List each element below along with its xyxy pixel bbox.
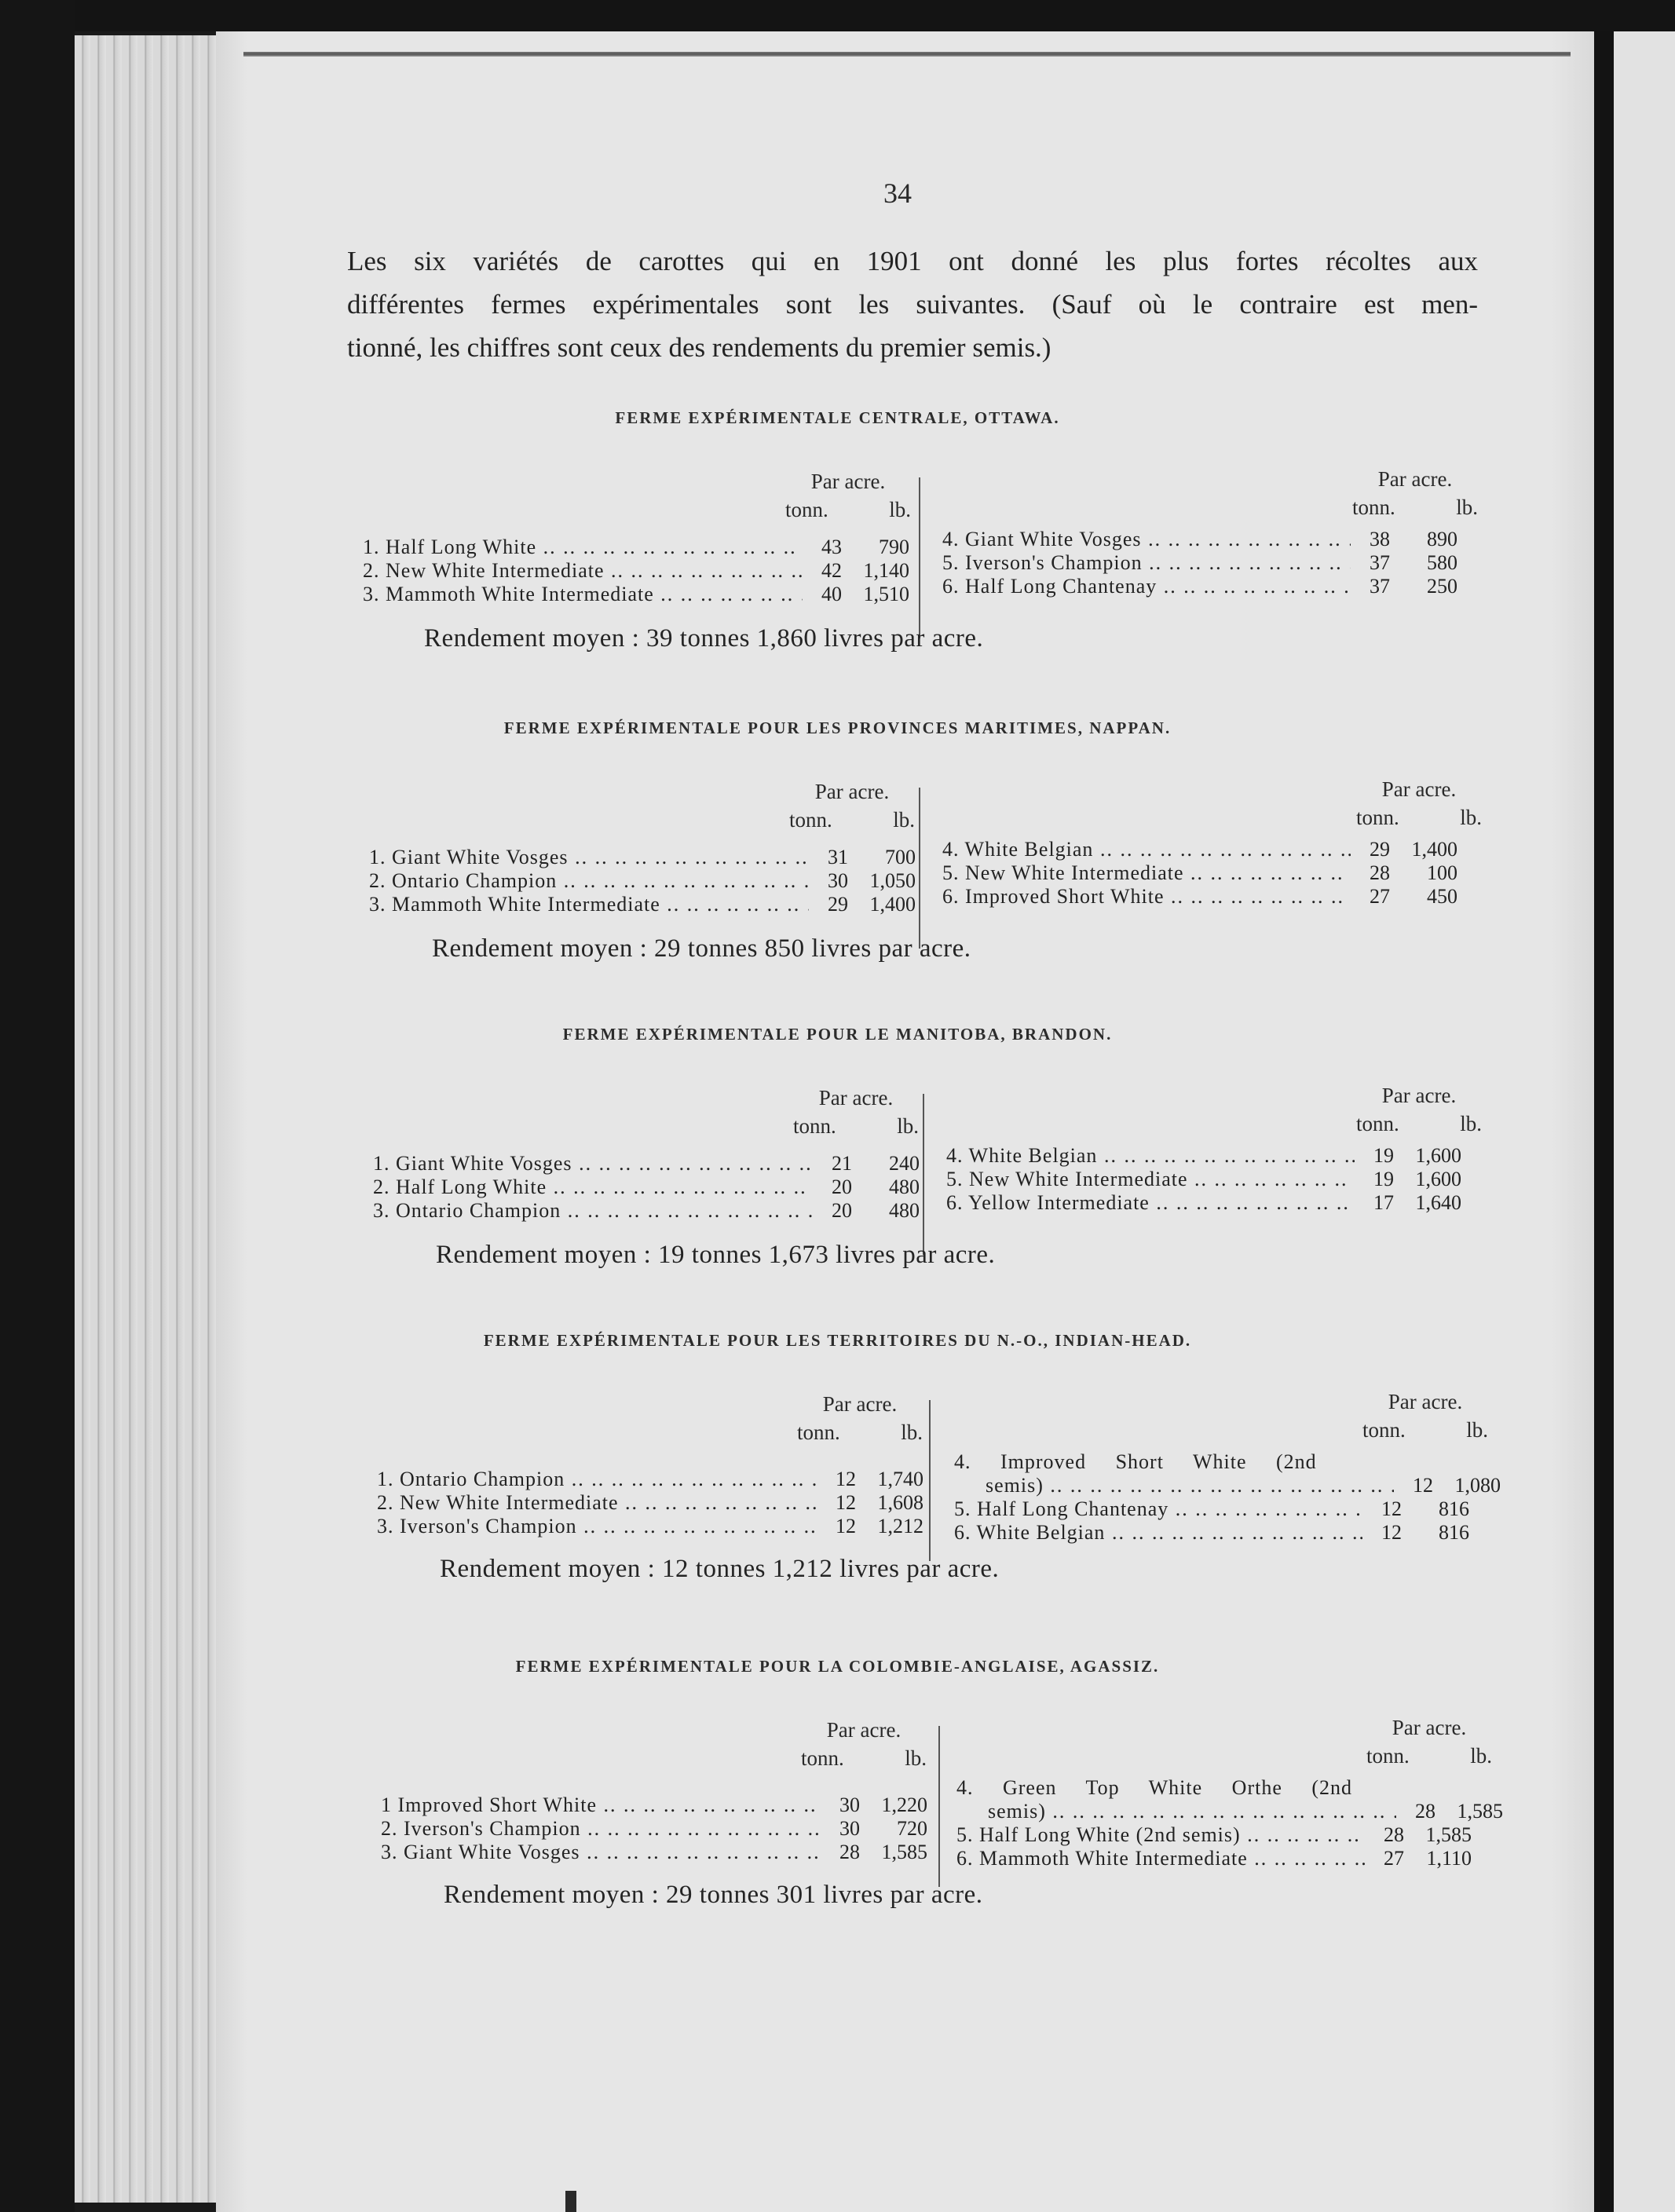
pounds-value: 1,740 [877,1468,923,1490]
pounds-value: 240 [889,1152,920,1175]
tonnes-value: 12 [836,1468,856,1490]
variety-name: 4. Green Top White Orthe (2nd [956,1776,1353,1799]
pounds-value: 1,600 [1415,1168,1461,1190]
pounds-value: 1,585 [1457,1800,1503,1823]
table-row [381,1817,927,1841]
intro-line: Les six variétés de carottes qui en 1901 ont donné les plus fortes récoltes aux [347,246,1478,276]
lb-label: lb. [897,1114,919,1138]
units-row [793,1112,919,1140]
section-heading: FERME EXPÉRIMENTALE POUR LE MANITOBA, BRANDON. [562,1025,1113,1044]
pounds-value: 1,640 [1415,1191,1461,1214]
column-divider [919,477,920,638]
tonnes-value: 29 [828,893,848,916]
tonnes-value: 19 [1373,1168,1394,1190]
variety-name: 5. Half Long White (2nd semis) .. .. [956,1823,1365,1847]
table-row [956,1847,1503,1870]
pounds-value: 100 [1427,861,1457,884]
pounds-value: 1,212 [877,1515,923,1537]
units-row [801,1744,927,1772]
tonn-label: tonn. [785,498,828,521]
average-yield: Rendement moyen : 39 tonnes 1,860 livres par acre. [424,624,984,653]
tonnes-value: 42 [821,559,842,582]
pounds-value: 250 [1427,575,1457,598]
table-row [954,1497,1501,1521]
pounds-value: 1,510 [863,583,909,605]
tonnes-value: 28 [839,1841,860,1863]
pounds-value: 1,585 [881,1841,927,1863]
farm-section [0,1657,1675,1971]
tonn-label: tonn. [801,1746,844,1770]
lb-label: lb. [1460,806,1482,829]
average-yield: Rendement moyen : 29 tonnes 850 livres par acre. [432,934,971,963]
variety-name: 1. Giant White Vosges .. .. [373,1152,813,1175]
tonn-label: tonn. [797,1420,840,1444]
table-row [373,1199,920,1223]
lb-label: lb. [1460,1112,1482,1135]
intro-line: différentes fermes expérimentales sont les suivantes. (Sauf où le contraire est men- [347,289,1478,320]
variety-name: 2. Half Long White .. .. [373,1175,813,1199]
variety-list [377,1468,923,1538]
variety-name: 2. New White Intermediate .. .. [377,1491,817,1515]
tonnes-value: 27 [1384,1847,1404,1870]
lb-label: lb. [1466,1418,1488,1442]
section-heading: FERME EXPÉRIMENTALE POUR LES TERRITOIRES DU N.-O., INDIAN-HEAD. [483,1331,1192,1350]
units-row [785,495,911,524]
page-number: 34 [883,177,912,209]
table-row [369,869,916,893]
tonnes-value: 30 [839,1793,860,1816]
intro-paragraph [347,239,1478,369]
units-header [1356,775,1482,832]
par-acre-label: Par acre. [810,470,886,493]
variety-name: 1 Improved Short White .. .. [381,1793,821,1817]
scan-top-border [0,0,1675,31]
table-row [373,1175,920,1199]
table-row [946,1168,1461,1191]
variety-name-continued: semis) .. .. [954,1474,1394,1497]
table-row [363,583,909,606]
variety-list [942,528,1457,598]
pounds-value: 816 [1439,1521,1469,1544]
tonnes-value: 40 [821,583,842,605]
tonnes-value: 29 [1370,838,1390,861]
pounds-value: 1,050 [869,869,916,892]
par-acre-label: Par acre. [826,1718,902,1742]
pounds-value: 700 [885,846,916,868]
tonnes-value: 17 [1373,1191,1394,1214]
pounds-value: 1,600 [1415,1144,1461,1167]
units-row [789,806,915,834]
par-acre-label: Par acre. [1392,1716,1467,1739]
column-divider [923,1094,924,1255]
lb-label: lb. [1456,495,1478,519]
table-row [381,1793,927,1817]
variety-name: 4. White Belgian .. .. [946,1144,1355,1168]
intro-line: tionné, les chiffres sont ceux des rendements du premier semis.) [347,332,1051,363]
table-row [946,1191,1461,1215]
table-row [373,1152,920,1175]
variety-name: 1. Half Long White .. .. [363,536,803,559]
pounds-value: 816 [1439,1497,1469,1520]
par-acre-label: Par acre. [814,780,890,803]
variety-name: 4. White Belgian .. .. [942,838,1351,861]
lb-label: lb. [893,808,915,832]
variety-name: 2. Ontario Champion .. .. [369,869,809,893]
tonnes-value: 37 [1370,575,1390,598]
pounds-value: 1,608 [877,1491,923,1514]
table-row [377,1515,923,1538]
tonn-label: tonn. [1356,1112,1399,1135]
column-divider [919,788,920,949]
column-divider [929,1400,931,1561]
variety-name: 2. New White Intermediate .. .. [363,559,803,583]
pounds-value: 1,220 [881,1793,927,1816]
variety-name: 5. New White Intermediate .. .. [942,861,1351,885]
variety-name: 6. Mammoth White Intermediate .. .. [956,1847,1365,1870]
table-row [942,551,1457,575]
variety-name-continued: semis) .. .. [956,1800,1396,1823]
par-acre-label: Par acre. [1381,777,1457,801]
tonn-label: tonn. [1366,1744,1410,1768]
units-row [797,1418,923,1446]
tonnes-value: 20 [832,1199,852,1222]
variety-name: 2. Iverson's Champion .. .. [381,1817,821,1841]
tonn-label: tonn. [1362,1418,1406,1442]
variety-list [373,1152,920,1223]
pounds-value: 720 [897,1817,927,1840]
table-row [369,846,916,869]
tonnes-value: 12 [1413,1474,1433,1497]
tonnes-value: 20 [832,1175,852,1198]
tonnes-value: 12 [1381,1497,1402,1520]
tonnes-value: 21 [832,1152,852,1175]
units-header [793,1084,919,1140]
table-row [956,1776,1503,1800]
table-row [363,559,909,583]
section-heading: FERME EXPÉRIMENTALE POUR LES PROVINCES MARITIMES, NAPPAN. [503,718,1172,737]
units-header [801,1716,927,1772]
variety-name: 1. Ontario Champion .. .. [377,1468,817,1491]
variety-list [956,1776,1503,1870]
table-row [946,1144,1461,1168]
units-header [1352,465,1478,521]
farm-section [0,718,1675,1033]
units-row [1356,803,1482,832]
lb-label: lb. [1470,1744,1492,1768]
tonnes-value: 19 [1373,1144,1394,1167]
tonnes-value: 43 [821,536,842,558]
variety-list [954,1450,1501,1545]
pounds-value: 450 [1427,885,1457,908]
par-acre-label: Par acre. [1381,1084,1457,1107]
tonn-label: tonn. [1352,495,1395,519]
section-heading: FERME EXPÉRIMENTALE POUR LA COLOMBIE-ANGLAISE, AGASSIZ. [515,1657,1160,1676]
section-heading: FERME EXPÉRIMENTALE CENTRALE, OTTAWA. [615,408,1060,427]
table-row [369,893,916,916]
units-row [1356,1110,1482,1138]
units-header [797,1390,923,1446]
pounds-value: 1,585 [1425,1823,1472,1846]
variety-name: 6. Half Long Chantenay .. .. [942,575,1351,598]
par-acre-label: Par acre. [822,1392,898,1416]
pounds-value: 580 [1427,551,1457,574]
tonnes-value: 37 [1370,551,1390,574]
pounds-value: 1,400 [1411,838,1457,861]
tonnes-value: 30 [839,1817,860,1840]
table-row [942,838,1457,861]
table-row [954,1474,1501,1497]
tonnes-value: 38 [1370,528,1390,550]
units-row [1352,493,1478,521]
lb-label: lb. [889,498,911,521]
units-header [1366,1713,1492,1770]
units-header [785,467,911,524]
pounds-value: 1,080 [1454,1474,1501,1497]
table-row [377,1491,923,1515]
tonn-label: tonn. [793,1114,836,1138]
pounds-value: 1,110 [1426,1847,1472,1870]
farm-section [0,1025,1675,1339]
tonnes-value: 12 [1381,1521,1402,1544]
variety-name: 4. Giant White Vosges .. .. [942,528,1351,551]
variety-name: 6. White Belgian .. .. [954,1521,1362,1545]
variety-name: 6. Yellow Intermediate .. .. [946,1191,1355,1215]
table-row [942,885,1457,909]
tonnes-value: 28 [1384,1823,1404,1846]
tonn-label: tonn. [1356,806,1399,829]
pounds-value: 480 [889,1199,920,1222]
tonnes-value: 27 [1370,885,1390,908]
table-row [942,861,1457,885]
variety-name: 6. Improved Short White .. .. [942,885,1351,909]
table-row [956,1800,1503,1823]
variety-list [946,1144,1461,1215]
variety-list [363,536,909,606]
tonnes-value: 31 [828,846,848,868]
scan-mark [565,2191,576,2212]
variety-name: 4. Improved Short White (2nd [954,1450,1317,1473]
pounds-value: 1,400 [869,893,916,916]
table-row [954,1521,1501,1545]
pounds-value: 480 [889,1175,920,1198]
tonnes-value: 12 [836,1515,856,1537]
table-row [363,536,909,559]
variety-name: 5. Iverson's Champion .. .. [942,551,1351,575]
table-row [956,1823,1503,1847]
variety-list [942,838,1457,909]
variety-name: 3. Giant White Vosges .. .. [381,1841,821,1864]
par-acre-label: Par acre. [818,1086,894,1110]
farm-section [0,1331,1675,1645]
table-row [954,1450,1501,1474]
par-acre-label: Par acre. [1388,1390,1463,1413]
variety-list [369,846,916,916]
units-header [789,777,915,834]
tonnes-value: 28 [1415,1800,1435,1823]
table-row [942,528,1457,551]
variety-list [381,1793,927,1864]
pounds-value: 790 [879,536,909,558]
tonnes-value: 30 [828,869,848,892]
tonnes-value: 12 [836,1491,856,1514]
units-row [1366,1742,1492,1770]
units-header [1356,1081,1482,1138]
table-row [942,575,1457,598]
pounds-value: 890 [1427,528,1457,550]
variety-name: 3. Mammoth White Intermediate .. .. [369,893,809,916]
variety-name: 3. Ontario Champion .. .. [373,1199,813,1223]
units-row [1362,1416,1488,1444]
variety-name: 3. Iverson's Champion .. .. [377,1515,817,1538]
variety-name: 1. Giant White Vosges .. .. [369,846,809,869]
table-row [381,1841,927,1864]
tonnes-value: 28 [1370,861,1390,884]
lb-label: lb. [905,1746,927,1770]
par-acre-label: Par acre. [1377,467,1453,491]
average-yield: Rendement moyen : 19 tonnes 1,673 livres par acre. [436,1241,996,1269]
variety-name: 5. New White Intermediate .. .. [946,1168,1355,1191]
units-header [1362,1388,1488,1444]
lb-label: lb. [901,1420,923,1444]
top-rule [243,52,1571,57]
average-yield: Rendement moyen : 12 tonnes 1,212 livres par acre. [440,1555,1000,1583]
variety-name: 5. Half Long Chantenay .. .. [954,1497,1362,1521]
table-row [377,1468,923,1491]
column-divider [938,1726,940,1887]
tonn-label: tonn. [789,808,832,832]
pounds-value: 1,140 [863,559,909,582]
average-yield: Rendement moyen : 29 tonnes 301 livres par acre. [444,1881,983,1909]
farm-section [0,408,1675,722]
variety-name: 3. Mammoth White Intermediate .. .. [363,583,803,606]
